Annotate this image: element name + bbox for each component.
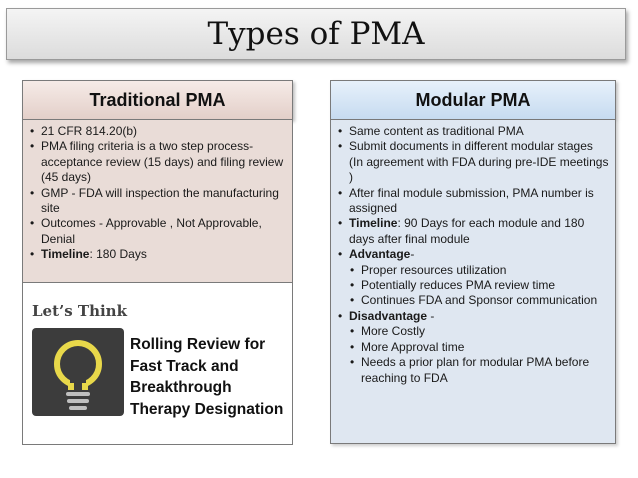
lets-think-panel: [22, 283, 293, 445]
disadvantage-label: Disadvantage: [349, 308, 428, 323]
modular-pma-list: [337, 124, 609, 386]
sub-list-item: • Needs a prior plan for modular PMA before reaching to FDA: [337, 355, 609, 386]
list-item: • Advantage-: [337, 247, 609, 262]
list-item: • Outcomes - Approvable , Not Approvable, Denial: [29, 216, 286, 247]
lets-think-line: Rolling Review for: [130, 336, 266, 353]
modular-pma-body: [330, 120, 616, 444]
traditional-pma-list: [29, 124, 286, 263]
list-item: • Submit documents in different modular stages (In agreement with FDA during pre-IDE meetings ): [337, 139, 609, 185]
sub-list-item: • More Approval time: [337, 340, 609, 355]
sub-list-item: • Potentially reduces PMA review time: [337, 278, 609, 293]
sub-list-item: • Proper resources utilization: [337, 263, 609, 278]
timeline-label: Timeline: [41, 247, 90, 262]
title-banner: [6, 8, 626, 60]
lightbulb-tile: [32, 328, 124, 416]
lets-think-text: [130, 334, 290, 420]
list-item: • Timeline: 180 Days: [29, 247, 286, 262]
traditional-pma-header: [22, 80, 293, 120]
modular-pma-header-label: Modular PMA: [415, 89, 531, 110]
list-item: • After final module submission, PMA number is assigned: [337, 186, 609, 217]
lets-think-line: Fast Track and: [130, 357, 239, 375]
list-item: • 21 CFR 814.20(b): [29, 124, 286, 139]
list-item: • PMA filing criteria is a two step process-acceptance review (15 days) and filing review (45 days): [29, 139, 286, 185]
lightbulb-icon: [32, 328, 124, 416]
list-item: • GMP - FDA will inspection the manufacturing site: [29, 186, 286, 217]
traditional-pma-header-label: Traditional PMA: [89, 89, 226, 110]
page-title: Types of PMA: [207, 16, 425, 52]
timeline-label: Timeline: [349, 216, 398, 231]
sub-list-item: • More Costly: [337, 324, 609, 339]
lets-think-title: Let’s Think: [32, 302, 127, 320]
sub-list-item: • Continues FDA and Sponsor communication: [337, 293, 609, 308]
list-item: • Timeline: 90 Days for each module and 180 days after final module: [337, 216, 609, 247]
advantage-label: Advantage: [349, 247, 411, 262]
list-item: • Disadvantage -: [337, 309, 609, 324]
list-item: • Same content as traditional PMA: [337, 124, 609, 139]
lets-think-line: Breakthrough: [130, 379, 232, 396]
traditional-pma-body: [22, 120, 293, 283]
modular-pma-header: [330, 80, 616, 120]
lets-think-line: Therapy Designation: [130, 400, 284, 418]
